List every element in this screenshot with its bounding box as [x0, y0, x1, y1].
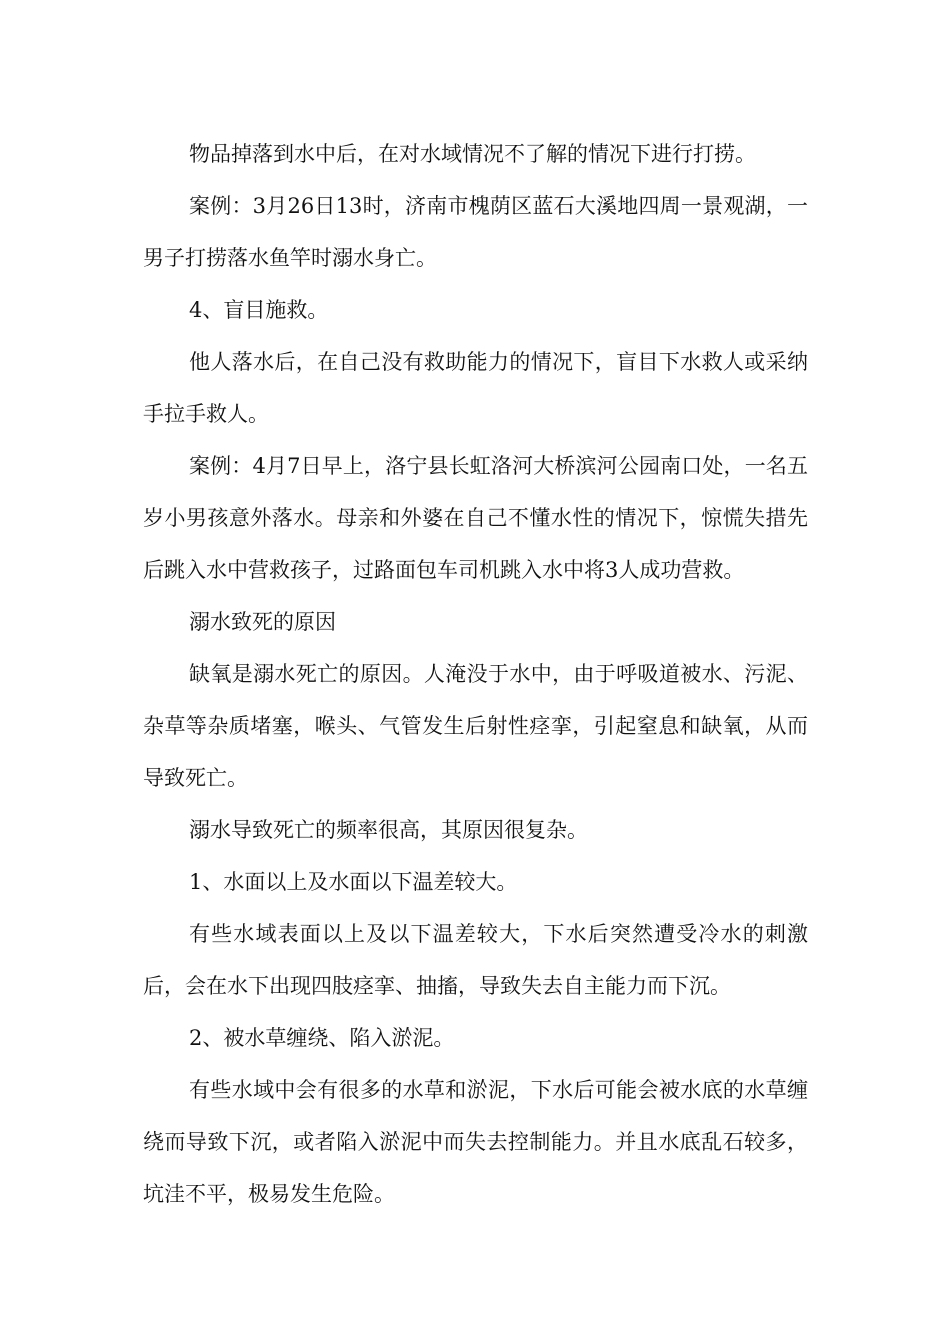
paragraph: 2、被水草缠绕、陷入淤泥。 [189, 1026, 455, 1050]
paragraph: 缺氧是溺水死亡的原因。人淹没于水中，由于呼吸道被水、污泥、杂草等杂质堵塞，喉头、气管发生后射性痉挛，引起窒息和缺氧，从而导致死亡。 [143, 662, 808, 790]
paragraph: 1、水面以上及水面以下温差较大。 [189, 870, 518, 894]
section-heading: 溺水致死的原因 [189, 610, 336, 634]
paragraph: 溺水导致死亡的频率很高，其原因很复杂。 [189, 818, 588, 842]
paragraph: 物品掉落到水中后，在对水域情况不了解的情况下进行打捞。 [189, 142, 756, 166]
paragraph: 案例：4月7日早上，洛宁县长虹洛河大桥滨河公园南口处，一名五岁小男孩意外落水。母亲和外婆在自己不懂水性的情况下，惊慌失措先后跳入水中营救孩子，过路面包车司机跳入水中将3人成功营救。 [143, 454, 808, 582]
paragraph: 案例：3月26日13时，济南市槐荫区蓝石大溪地四周一景观湖，一男子打捞落水鱼竿时溺水身亡。 [143, 194, 808, 270]
paragraph: 4、盲目施救。 [189, 298, 329, 322]
paragraph: 有些水域表面以上及以下温差较大，下水后突然遭受冷水的刺激后，会在水下出现四肢痉挛、抽搐，导致失去自主能力而下沉。 [143, 922, 808, 998]
document-body [143, 128, 808, 1220]
paragraph: 有些水域中会有很多的水草和淤泥，下水后可能会被水底的水草缠绕而导致下沉，或者陷入淤泥中而失去控制能力。并且水底乱石较多，坑洼不平，极易发生危险。 [143, 1078, 808, 1206]
paragraph: 他人落水后，在自己没有救助能力的情况下，盲目下水救人或采纳手拉手救人。 [143, 350, 808, 426]
